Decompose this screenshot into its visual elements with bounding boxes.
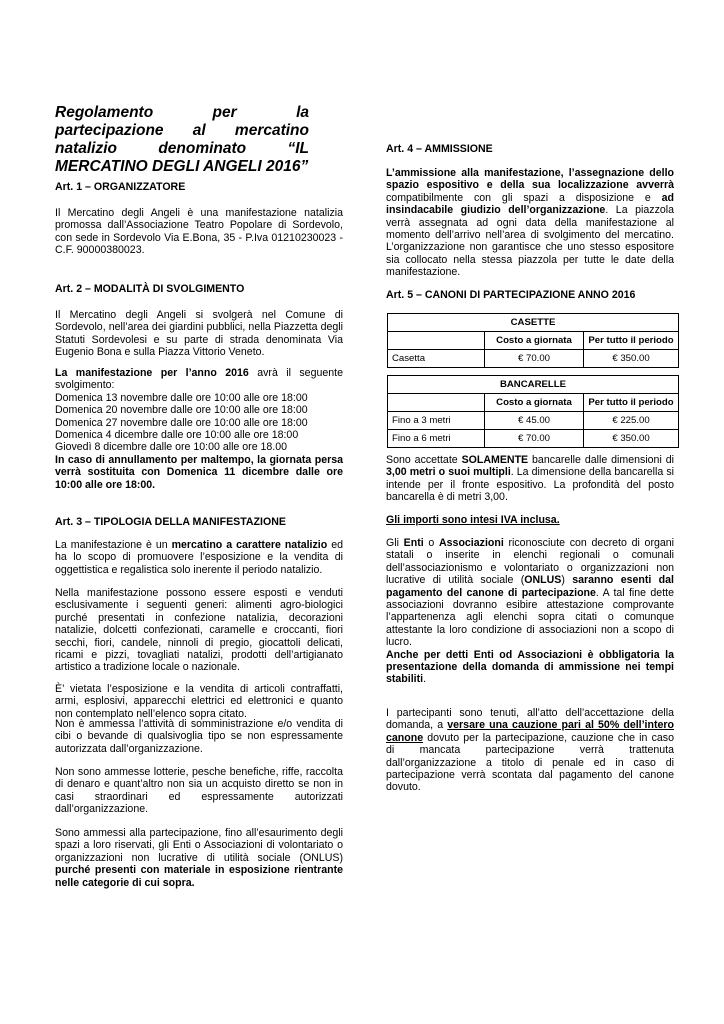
art4-heading: Art. 4 – AMMISSIONE [386,143,493,155]
art3-p2: Nella manifestazione possono essere esposti e venduti esclusivamente i seguenti generi: alimenti agro-biologici purché presentati in confezione natalizia, decorazioni natalizie, dolcetti confezionati, caramelle e croccanti, fiori secchi, fiori, candele, ninnoli di pregio, giocattoli delicati, ricami e pizzi, tovagliati natalizi, prodotti dell’artigianato artistico a tradizione locale o nazionale. [55,587,343,674]
casette-table-title: CASETTE [388,314,679,332]
art3-p6-bold: purché presenti con materiale in esposizione rientrante nelle categorie di cui sopra. [55,864,343,889]
size-note-text-2: bancarelle dalle dimensioni di [528,454,674,466]
ex-b2: Associazioni [439,537,504,549]
document-title: Regolamento per la partecipazione al mercatino natalizio denominato “IL MERCATINO DEGLI ANGELI 2016” [55,104,309,175]
row-day-cost: € 45.00 [485,412,584,430]
schedule-intro-bold: La manifestazione per l’anno 2016 [55,367,249,379]
ex-t1: Gli [386,537,404,549]
art4-text [386,167,674,279]
art4-text-1: compatibilmente con gli spazi a disposizione e [386,191,662,204]
col-header-period: Per tutto il periodo [584,332,679,350]
size-note-text-3: . La dimensione della bancarella si intende per il fronte espositivo. La profondità del posto bancarella è di metri 3,00. [386,466,674,504]
art3-p3: È’ vietata l’esposizione e la vendita di articoli contraffatti, armi, esplosivi, apparecchi elettrici ed elettronici e quanto non contemplato nell’elenco sopra citato. [55,683,343,720]
art4-text-2: . La piazzola verrà assegnata ad ogni data della manifestazione al momento dell’arrivo nell’area di svolgimento del mercatino. L’organizzazione non garantisce che uno stesso espositore sia collocato nella stessa piazzola per tutte le date della manifestazione. [386,204,674,279]
art3-p6-text: Sono ammessi alla partecipazione, fino all’esaurimento degli spazi a loro riservati, gli Enti o Associazioni di volontariato o organizzazioni non lucrative di utilità sociale (ONLUS) [55,827,343,864]
art3-p6 [55,827,343,889]
art3-p1-text-end: ed ha lo scopo di promuovere l’esposizione e la vendita di oggettistica e regalistica solo inerente il periodo natalizio. [55,539,343,576]
table-cell-empty [388,394,485,412]
bancarelle-table [387,375,679,448]
deposit-text [386,707,674,794]
bancarelle-table-title: BANCARELLE [388,376,679,394]
size-note-bold-1: SOLAMENTE [461,454,529,466]
dep-t1: I partecipanti sono tenuti, all’atto dell’accettazione della domanda, a [386,707,674,732]
row-label: Fino a 6 metri [388,430,485,448]
table-cell-empty [388,332,485,350]
art4-bold-2: ad insindacabile giudizio dell’organizzazione [386,191,674,217]
art2-schedule [55,367,343,491]
art3-heading: Art. 3 – TIPOLOGIA DELLA MANIFESTAZIONE [55,516,286,528]
art1-text: Il Mercatino degli Angeli è una manifestazione natalizia promossa dall’Associazione Teatro Popolare di Sordevolo, con sede in Sordevolo Via E.Bona, 35 - P.Iva 01210230023 - C.F. 90000380023. [55,207,343,257]
ex-t4: ) [561,574,573,587]
art3-p4: Non è ammessa l’attività di somministrazione e/o vendita di cibi o bevande di qualsivoglia tipo se non espressamente autorizzata dall’organizzazione. [55,718,343,755]
schedule-date: Domenica 4 dicembre dalle ore 10:00 alle ore 18:00 [55,429,299,442]
size-note-text-1: Sono accettate [386,454,462,466]
row-day-cost: € 70.00 [485,350,584,368]
art3-p1-text: La manifestazione è un [55,539,172,551]
ex-t3: riconosciute con decreto di organi statali o inserite in elenchi regionali o comunali dell’associazionismo e volontariato o organizzazioni non lucrative di utilità sociale ( [386,537,675,587]
art3-p1-bold: mercatino a carattere natalizio [171,539,328,551]
size-note [386,454,674,504]
art4-bold-1: L’ammissione alla manifestazione, l’assegnazione dello spazio espositivo e della sua localizzazione avverrà [386,167,674,192]
schedule-date: Domenica 20 novembre dalle ore 10:00 alle ore 18:00 [55,404,308,417]
exemption-text [386,537,674,686]
art2-heading: Art. 2 – MODALITÀ DI SVOLGIMENTO [55,283,245,295]
row-day-cost: € 70.00 [485,430,584,448]
row-label: Casetta [388,350,485,368]
row-period-cost: € 350.00 [584,350,679,368]
schedule-intro-rest: avrà il seguente svolgimento: [55,367,343,392]
art1-heading: Art. 1 – ORGANIZZATORE [55,181,186,193]
casette-table [387,313,679,368]
art3-p1 [55,539,343,576]
schedule-date: Domenica 27 novembre dalle ore 10:00 alle ore 18:00 [55,416,308,429]
table-row [388,430,679,448]
size-note-bold-2: 3,00 metri o suoi multipli [386,466,511,479]
dep-t2: dovuto per la partecipazione, cauzione che in caso di mancata partecipazione verrà trattenuta dall’organizzazione a titolo di penale ed in caso di partecipazione verrà scontata dal pagamento del canone dovuto. [386,731,674,794]
table-row [388,350,679,368]
col-header-period: Per tutto il periodo [584,394,679,412]
row-label: Fino a 3 metri [388,412,485,430]
row-period-cost: € 350.00 [584,430,679,448]
ex-t6: . [423,673,427,686]
ex-t5: . A tal fine dette associazioni dovranno esibire attestazione comprovante l’appartenenza agli elenchi sopra citati o comunque attestante la loro condizione di associazioni non a scopo di lucro. [386,586,674,649]
art5-heading: Art. 5 – CANONI DI PARTECIPAZIONE ANNO 2016 [386,289,636,301]
art3-p5: Non sono ammesse lotterie, pesche benefiche, riffe, raccolta di denaro e quant’altro non sia un acquisto diretto se non in casi straordinari ed espressamente autorizzati dall’organizzazione. [55,766,343,816]
schedule-date: Domenica 13 novembre dalle ore 10:00 alle ore 18:00 [55,391,308,404]
ex-b5: Anche per detti Enti od Associazioni è obbligatoria la presentazione della domanda di ammissione nei tempi stabiliti [386,648,674,686]
dep-b1: versare una cauzione pari al 50% dell’intero canone [386,719,674,744]
ex-b4: saranno esenti dal pagamento del canone di partecipazione [386,574,674,599]
iva-note: Gli importi sono intesi IVA inclusa. [386,514,560,526]
table-row [388,412,679,430]
ex-b1: Enti [403,537,424,549]
col-header-day: Costo a giornata [485,394,584,412]
art2-text: Il Mercatino degli Angeli si svolgerà nel Comune di Sordevolo, nell’area dei giardini pubblici, nella Piazzetta degli Statuti Sordevolesi e su parte di strada denominata Via Eugenio Bona e sulla Piazza Vittorio Veneto. [55,309,343,359]
ex-b3: ONLUS [524,574,562,587]
col-header-day: Costo a giornata [485,332,584,350]
schedule-date: Giovedì 8 dicembre dalle ore 10:00 alle ore 18.00 [55,441,288,454]
ex-t2: o [423,537,440,549]
row-period-cost: € 225.00 [584,412,679,430]
rain-note: In caso di annullamento per maltempo, la giornata persa verrà sostituita con Domenica 11 dicembre dalle ore 10:00 alle ore 18:00. [55,453,343,491]
